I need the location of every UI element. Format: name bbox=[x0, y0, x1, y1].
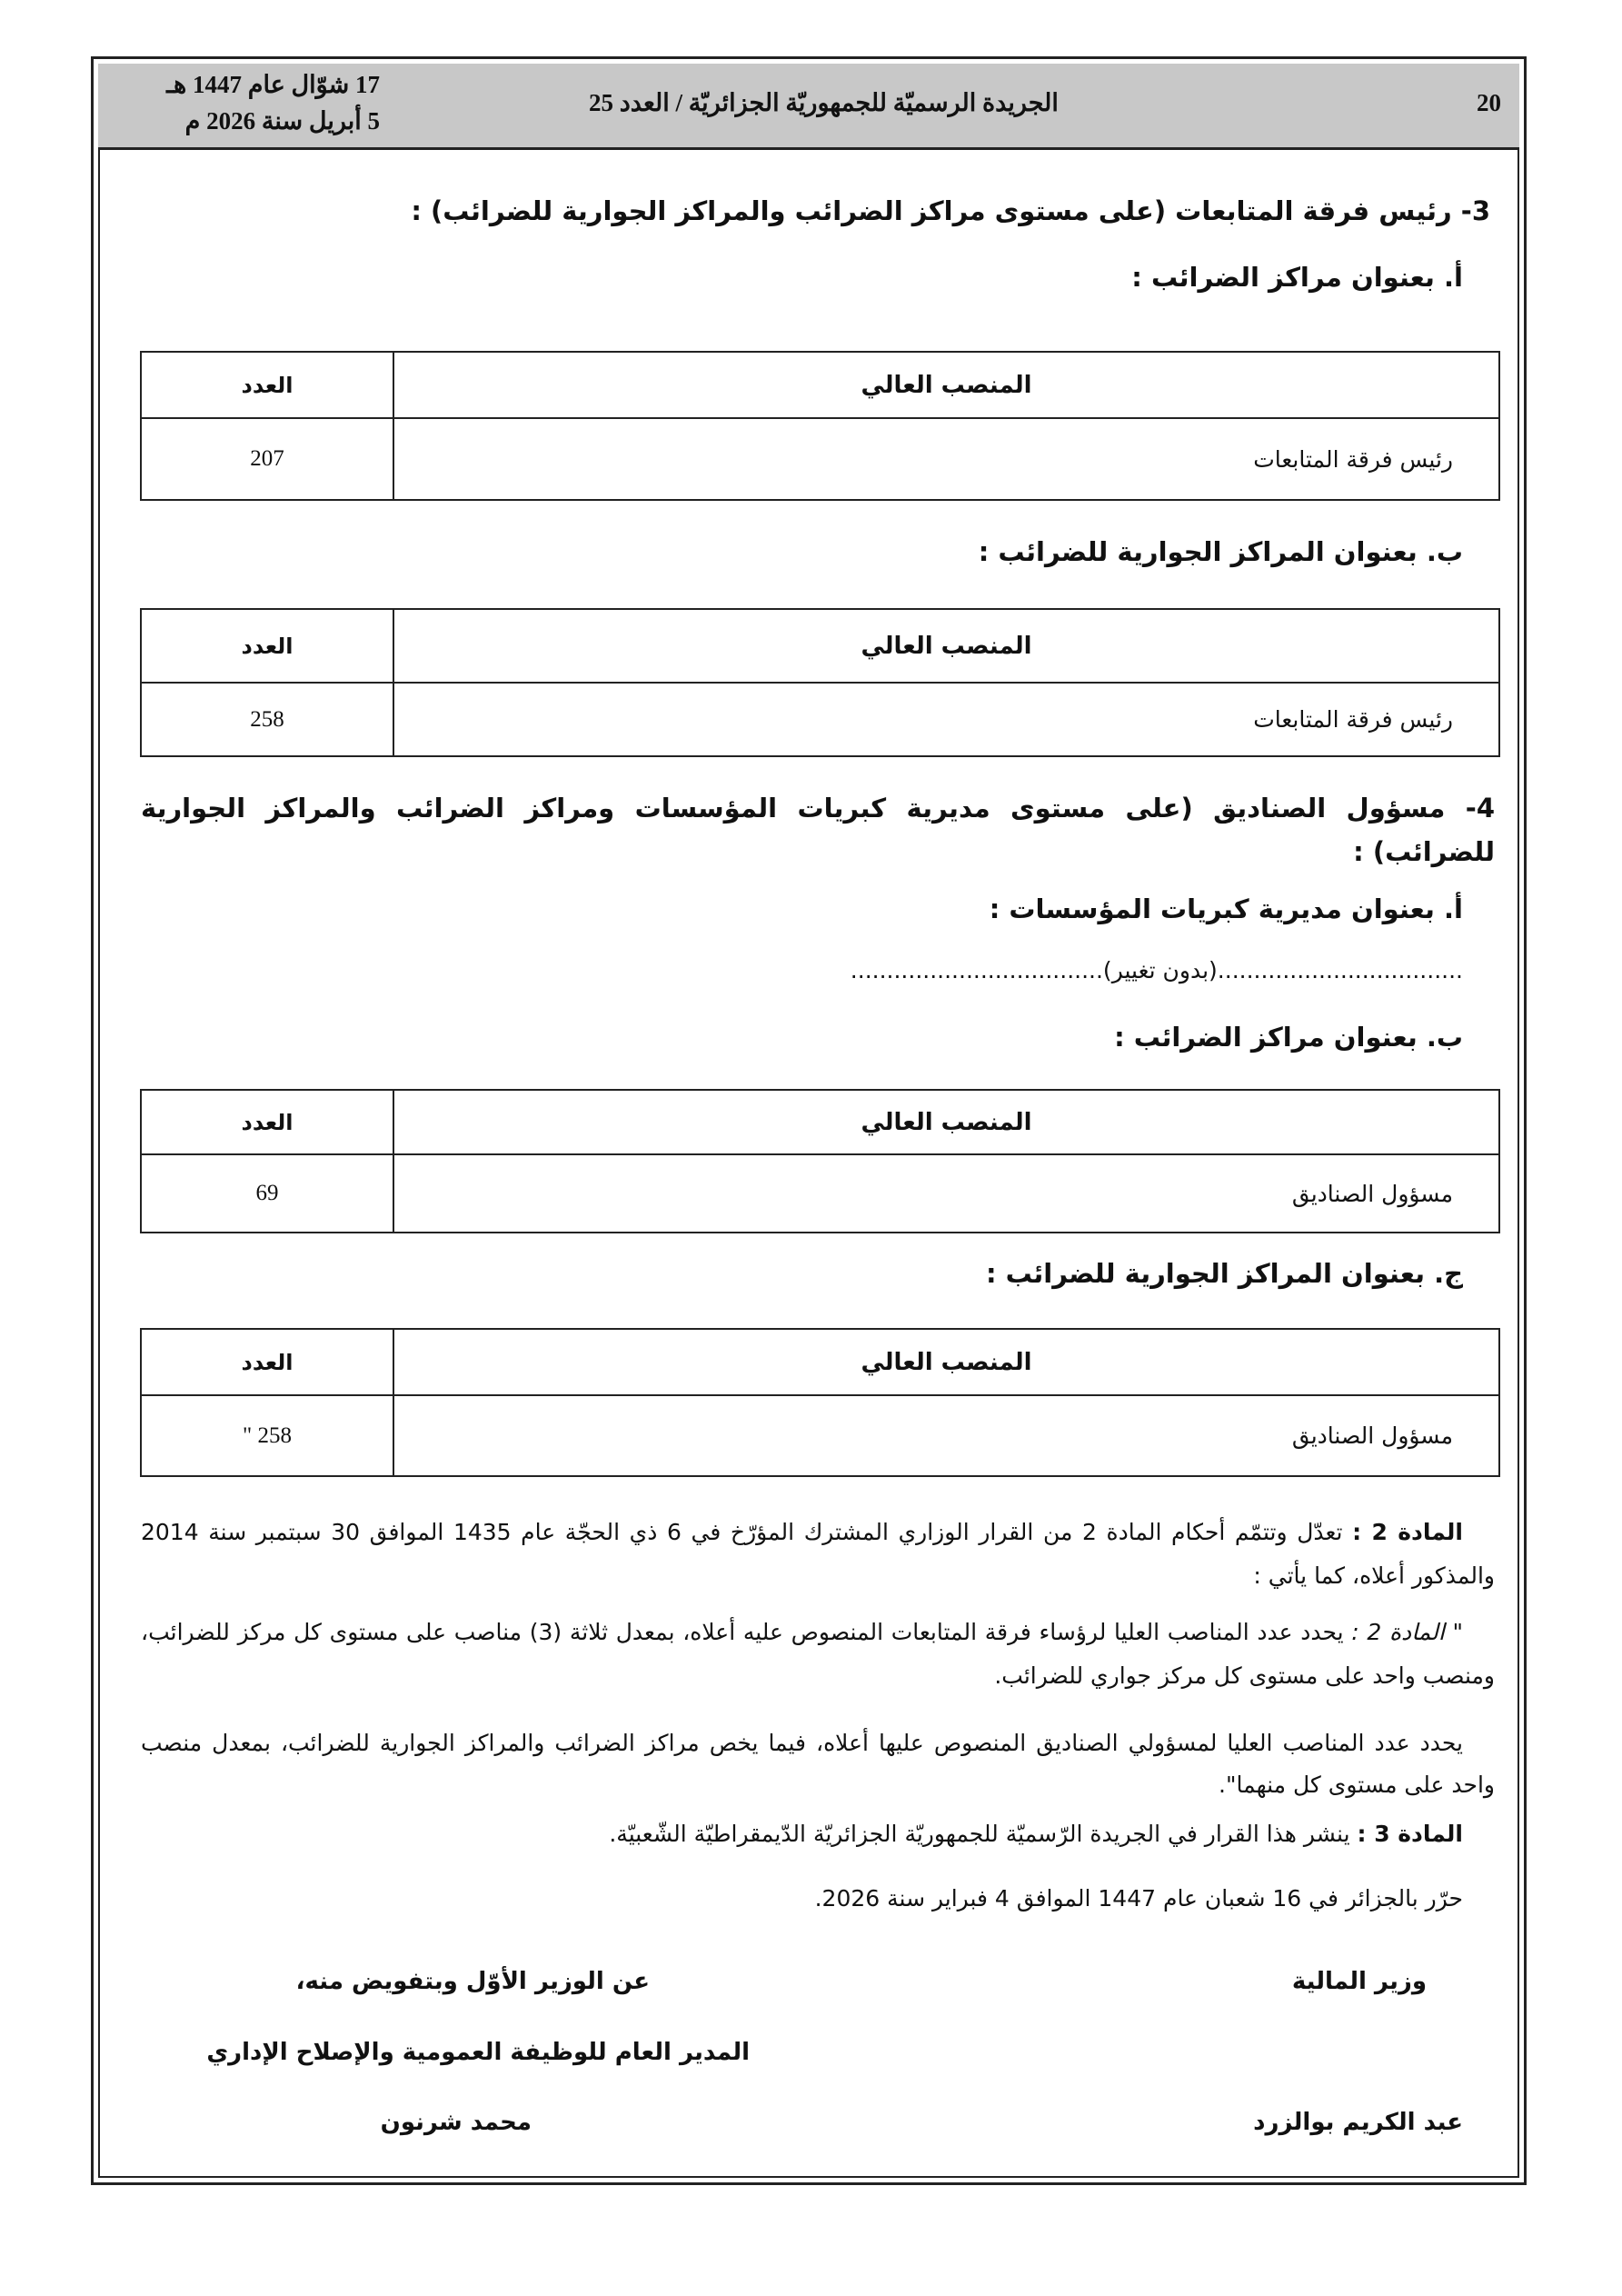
table-row bbox=[142, 684, 1498, 755]
cell-position: رئيس فرقة المتابعات bbox=[393, 684, 1498, 755]
column-header: المنصب العالي bbox=[393, 1330, 1498, 1394]
table-row bbox=[142, 1155, 1498, 1232]
cell-count: 207 bbox=[250, 446, 284, 471]
quoted-paragraph: يحدد عدد المناصب العليا لمسؤولي الصناديق المنصوص عليها أعلاه، فيما يخص مراكز الضرائب والمراكز الجوارية للضرائب، بمعدل منصب واحد على مستوى كل منهما". bbox=[141, 1730, 1495, 1798]
subsection-heading: أ. بعنوان مراكز الضرائب : bbox=[1131, 262, 1463, 293]
article-text: يحدد عدد المناصب العليا لرؤساء فرقة المتابعات المنصوص عليه أعلاه، بمعدل ثلاثة (3) مناصب على مستوى كل مركز للضرائب، ومنصب واحد على مستوى كل مركز جواري للضرائب. bbox=[141, 1619, 1495, 1689]
subsection-heading: أ. بعنوان مديرية كبريات المؤسسات : bbox=[989, 893, 1463, 924]
journal-title: الجريدة الرسميّة للجمهوريّة الجزائريّة / العدد 25 bbox=[589, 89, 1059, 116]
signatory-title: عن الوزير الأوّل وبتفويض منه، bbox=[295, 1968, 650, 1995]
article-label: المادة 2 : bbox=[1352, 1519, 1463, 1545]
page-number: 20 bbox=[1477, 89, 1501, 116]
column-header: العدد bbox=[241, 1109, 294, 1135]
article-3 bbox=[609, 1821, 1463, 1847]
date-gregorian: 5 أبريل سنة 2026 م bbox=[184, 107, 380, 135]
article-label: " المادة 2 : bbox=[1351, 1619, 1464, 1645]
cell-position: رئيس فرقة المتابعات bbox=[393, 419, 1498, 499]
table bbox=[140, 1328, 1500, 1477]
signatory-name: عبد الكريم بوالزرد bbox=[1253, 2109, 1463, 2136]
table bbox=[140, 351, 1500, 501]
signatory-title: وزير المالية bbox=[1291, 1968, 1427, 1995]
signatory-title: المدير العام للوظيفة العمومية والإصلاح الإداري bbox=[206, 2039, 750, 2066]
cell-position: مسؤول الصناديق bbox=[393, 1396, 1498, 1475]
column-header: العدد bbox=[241, 633, 294, 659]
date-hijri: 17 شوّال عام 1447 هـ bbox=[166, 71, 380, 98]
column-header: المنصب العالي bbox=[393, 610, 1498, 682]
table bbox=[140, 608, 1500, 757]
column-header: العدد bbox=[241, 1349, 294, 1375]
table bbox=[140, 1089, 1500, 1233]
article-text: تعدّل وتتمّم أحكام المادة 2 من القرار الوزاري المشترك المؤرّخ في 6 ذي الحجّة عام 1435 الموافق 30 سبتمبر سنة 2014 والمذكور أعلاه، كما يأتي : bbox=[141, 1519, 1495, 1589]
subsection-heading: ج. بعنوان المراكز الجوارية للضرائب : bbox=[985, 1258, 1463, 1289]
column-header: المنصب العالي bbox=[393, 353, 1498, 417]
page-header bbox=[98, 64, 1519, 150]
article-label: المادة 3 : bbox=[1357, 1821, 1463, 1847]
subsection-heading: ب. بعنوان المراكز الجوارية للضرائب : bbox=[978, 536, 1463, 567]
column-header: المنصب العالي bbox=[393, 1091, 1498, 1153]
cell-position: مسؤول الصناديق bbox=[393, 1155, 1498, 1232]
column-header: العدد bbox=[241, 372, 294, 398]
section-heading: 4- مسؤول الصناديق (على مستوى مديرية كبريات المؤسسات ومراكز الضرائب والمراكز الجوارية للضرائب) : bbox=[141, 793, 1495, 867]
signed-date: حرّر بالجزائر في 16 شعبان عام 1447 الموافق 4 فبراير سنة 2026. bbox=[814, 1885, 1463, 1912]
section-heading: 3- رئيس فرقة المتابعات (على مستوى مراكز الضرائب والمراكز الجوارية للضرائب) : bbox=[411, 195, 1490, 226]
subsection-heading: ب. بعنوان مراكز الضرائب : bbox=[1114, 1022, 1463, 1053]
unchanged-note: ..................................(بدون تغيير)................................... bbox=[850, 957, 1463, 983]
cell-count: 258 bbox=[250, 706, 284, 732]
signatory-name: محمد شرنون bbox=[380, 2109, 532, 2136]
article-2 bbox=[141, 1511, 1495, 1598]
quoted-article bbox=[141, 1611, 1495, 1698]
article-text: ينشر هذا القرار في الجريدة الرّسميّة للجمهوريّة الجزائريّة الدّيمقراطيّة الشّعبيّة. bbox=[609, 1821, 1350, 1847]
cell-count: 258 " bbox=[243, 1423, 292, 1448]
table-row bbox=[142, 419, 1498, 499]
table-row bbox=[142, 1396, 1498, 1475]
cell-count: 69 bbox=[255, 1181, 279, 1205]
